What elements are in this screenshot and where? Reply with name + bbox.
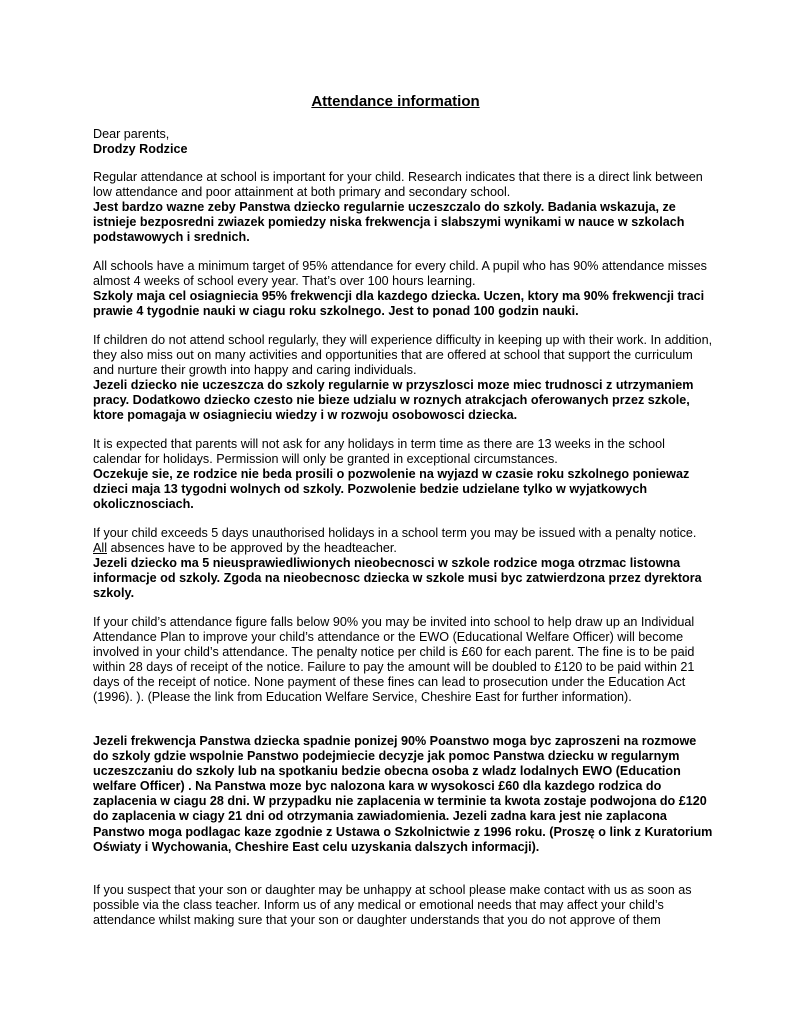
document-title: Attendance information (311, 93, 480, 110)
paragraph-holidays-en: It is expected that parents will not ask for any holidays in term time as there are 13 weeks in the school calendar for holidays. Permission will only be granted in exceptional circumstances. (93, 437, 665, 467)
greeting (93, 127, 713, 157)
paragraph-holidays (93, 437, 713, 512)
paragraph-wellbeing (93, 883, 713, 928)
paragraph-penalty-pl: Jezeli dziecko ma 5 nieusprawiedliwionych nieobecnosci w szkole rodzice moga otrzmac listowna informacje od szkoly. Zgoda na nieobecnosc dziecka w szkole musi byc zatwierdzona przez dyrektora szkoly. (93, 556, 702, 601)
paragraph-importance-en: Regular attendance at school is important for your child. Research indicates that there is a direct link between low attendance and poor attainment at both primary and secondary school. (93, 170, 703, 200)
paragraph-attendance-plan (93, 615, 713, 706)
paragraph-wellbeing-en: If you suspect that your son or daughter may be unhappy at school please make contact with us as soon as possible via the class teacher. Inform us of any medical or emotional needs that may affect your child’s attendance whilst making sure that your son or daughter understands that you do not approve of them (93, 883, 692, 928)
paragraph-regularity (93, 333, 713, 424)
paragraph-attendance-plan-pl: Jezeli frekwencja Panstwa dziecka spadnie ponizej 90% Poanstwo moga byc zaproszeni na rozmowe do szkoly gdzie wspolnie Panstwo podejmiecie decyzje jak pomoc Panstwa dziecku w regularnym uczeszczaniu do szkoly lub na spotkaniu bedzie obecna osoba z wladz lodalnych EWO (Education welfare Officer) . Na Panstwa moze byc nalozona kara w wysokosci £60 dla kazdego rodzica do zaplacenia w ciagu 28 dni. W przypadku nie zaplacenia w terminie ta kwota zostaje podwojona do £120 do zaplacenia w ciagy 21 dni od otrzymania zawiadomienia. Jezeli zadna kara jest nie zaplacona Panstwo moga podlagac kaze zgodnie z Ustawa o Szkolnictwie z 1996 roku. (Proszę o link z Kuratorium Oświaty i Wychowania, Cheshire East celu uzyskania dalszych informacji). (93, 734, 713, 854)
greeting-pl: Drodzy Rodzice (93, 142, 188, 157)
paragraph-importance (93, 170, 713, 245)
paragraph-target-en: All schools have a minimum target of 95% attendance for every child. A pupil who has 90% attendance misses almost 4 weeks of school every year. That’s over 100 hours learning. (93, 259, 707, 289)
penalty-text-a: If your child exceeds 5 days unauthorised holidays in a school term you may be issued with a penalty notice. (93, 526, 697, 540)
paragraph-regularity-pl: Jezeli dziecko nie uczeszcza do szkoly regularnie w przyszlosci moze miec trudnosci z utrzymaniem pracy. Dodatkowo dziecko czesto nie bieze udzialu w roznych atrakcjach oferowanych przez szkole, ktore pomagaja w osiagnieciu wiedzy i w rozwoju osobowosci dziecka. (93, 378, 694, 423)
paragraph-penalty-en (93, 526, 713, 556)
paragraph-target-pl: Szkoly maja cel osiagniecia 95% frekwencji dla kazdego dziecka. Uczen, ktory ma 90% frekwencji traci prawie 4 tygodnie nauki w ciagu roku szkolnego. Jest to ponad 100 godzin nauki. (93, 289, 705, 319)
paragraph-attendance-plan-en: If your child’s attendance figure falls below 90% you may be invited into school to help draw up an Individual Attendance Plan to improve your child’s attendance or the EWO (Educational Welfare Officer) will become involved in your child’s attendance. The penalty notice per child is £60 for each parent. The fine is to be paid within 28 days of receipt of the notice. Failure to pay the amount will be doubled to £120 to be paid within 21 days of the receipt of notice. None payment of these fines can lead to prosecution under the Education Act (1996). ). (Please the link from Education Welfare Service, Cheshire East for further information). (93, 615, 695, 705)
paragraph-importance-pl: Jest bardzo wazne zeby Panstwa dziecko regularnie uczeszczalo do szkoly. Badania wskazuja, ze istnieje bezposredni zwiazek pomiedzy niska frekwencja i slabszymi wynikami w nauce w szkolach podstawowych i srednich. (93, 200, 685, 245)
paragraph-penalty (93, 526, 713, 601)
greeting-en: Dear parents, (93, 127, 170, 141)
penalty-text-all: All (93, 541, 107, 556)
paragraph-target (93, 259, 713, 319)
paragraph-regularity-en: If children do not attend school regularly, they will experience difficulty in keeping up with their work. In addition, they also miss out on many activities and opportunities that are offered at school that support the curriculum and nurture their growth into happy and caring individuals. (93, 333, 713, 378)
penalty-text-b: absences have to be approved by the headteacher. (107, 541, 397, 556)
paragraph-holidays-pl: Oczekuje sie, ze rodzice nie beda prosili o pozwolenie na wyjazd w czasie roku szkolnego poniewaz dzieci maja 13 tygodni wolnych od szkoly. Pozwolenie bedzie udzielane tylko w wyjatkowych okolicznosciach. (93, 467, 690, 512)
